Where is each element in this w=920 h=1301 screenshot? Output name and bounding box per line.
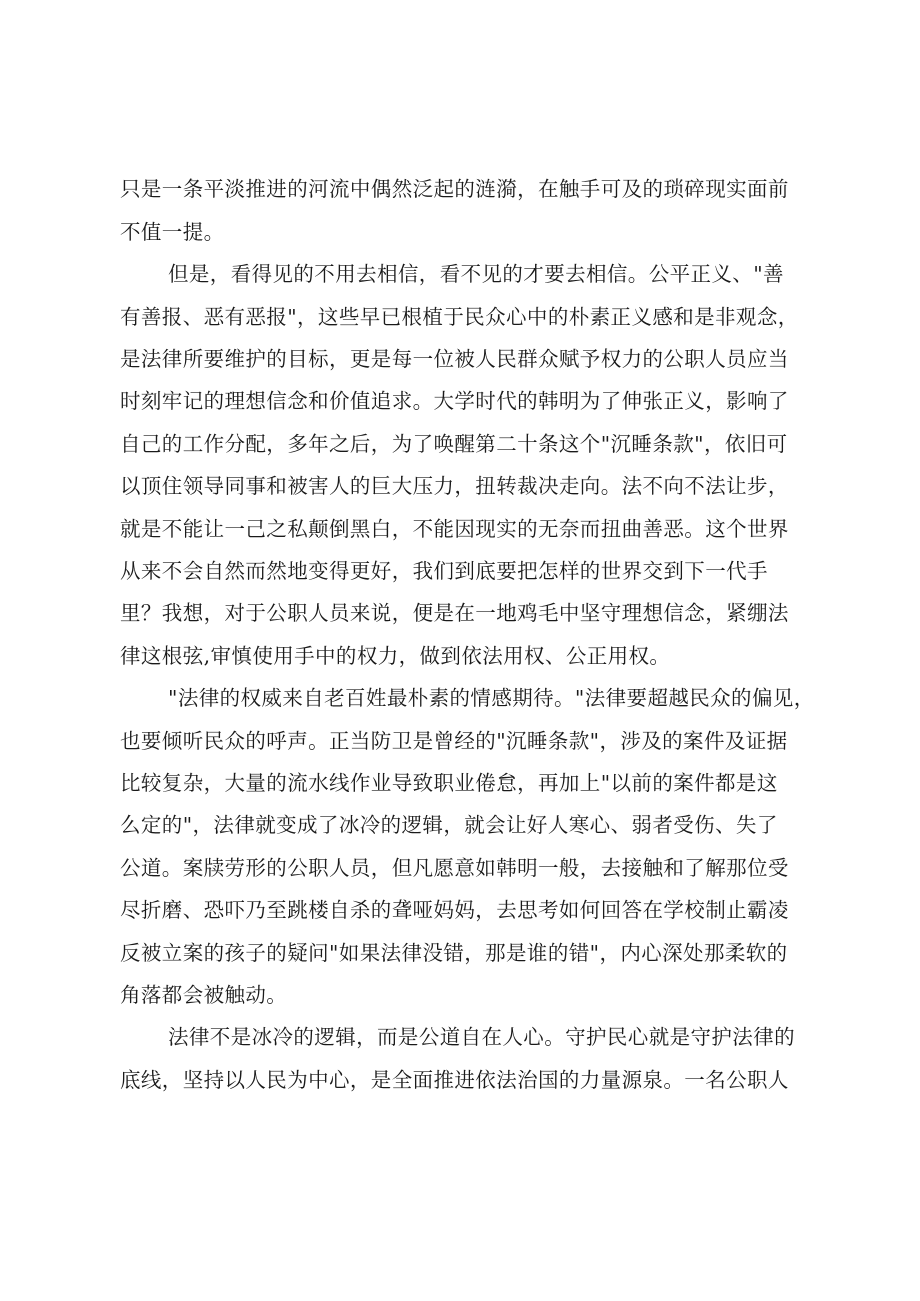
- text-line: 比较复杂，大量的流水线作业导致职业倦怠，再加上"以前的案件都是这: [120, 771, 778, 795]
- text-line: 不值一提。: [120, 220, 225, 244]
- text-line: 角落都会被触动。: [120, 983, 288, 1007]
- text-line: 里？我想，对于公职人员来说，便是在一地鸡毛中坚守理想信念，紧绷法: [120, 601, 789, 625]
- text-line: 以顶住领导同事和被害人的巨大压力，扭转裁决走向。法不向不法让步，: [120, 474, 789, 498]
- paragraph-start-line: 但是，看得见的不用去相信，看不见的才要去相信。公平正义、"善: [168, 262, 784, 286]
- text-line: 反被立案的孩子的疑问"如果法律没错，那是谁的错"，内心深处那柔软的: [120, 941, 788, 965]
- text-line: 是法律所要维护的目标，更是每一位被人民群众赋予权力的公职人员应当: [120, 347, 789, 371]
- paragraph-start-line: 法律不是冰冷的逻辑，而是公道自在人心。守护民心就是守护法律的: [168, 1025, 795, 1049]
- text-line: 从来不会自然而然地变得更好，我们到底要把怎样的世界交到下一代手: [120, 559, 768, 583]
- text-line: 律这根弦,审慎使用手中的权力，做到依法用权、公正用权。: [120, 644, 671, 668]
- text-line: 么定的"，法律就变成了冰冷的逻辑，就会让好人寒心、弱者受伤、失了: [120, 813, 778, 837]
- text-line: 自己的工作分配，多年之后，为了唤醒第二十条这个"沉睡条款"，依旧可: [120, 432, 788, 456]
- text-line: 有善报、恶有恶报"，这些早已根植于民众心中的朴素正义感和是非观念，: [120, 305, 799, 329]
- paragraph-start-line: "法律的权威来自老百姓最朴素的情感期待。"法律要超越民众的偏见，: [168, 686, 815, 710]
- text-line: 公道。案牍劳形的公职人员，但凡愿意如韩明一般，去接触和了解那位受: [120, 856, 789, 880]
- text-line: 也要倾听民众的呼声。正当防卫是曾经的"沉睡条款"，涉及的案件及证据: [120, 729, 788, 753]
- text-line: 只是一条平淡推进的河流中偶然泛起的涟漪，在触手可及的琐碎现实面前: [120, 177, 789, 201]
- text-line: 时刻牢记的理想信念和价值追求。大学时代的韩明为了伸张正义，影响了: [120, 389, 789, 413]
- text-line: 底线，坚持以人民为中心，是全面推进依法治国的力量源泉。一名公职人: [120, 1068, 789, 1092]
- text-line: 就是不能让一己之私颠倒黑白，不能因现实的无奈而扭曲善恶。这个世界: [120, 517, 789, 541]
- text-line: 尽折磨、恐吓乃至跳楼自杀的聋哑妈妈，去思考如何回答在学校制止霸凌: [120, 898, 789, 922]
